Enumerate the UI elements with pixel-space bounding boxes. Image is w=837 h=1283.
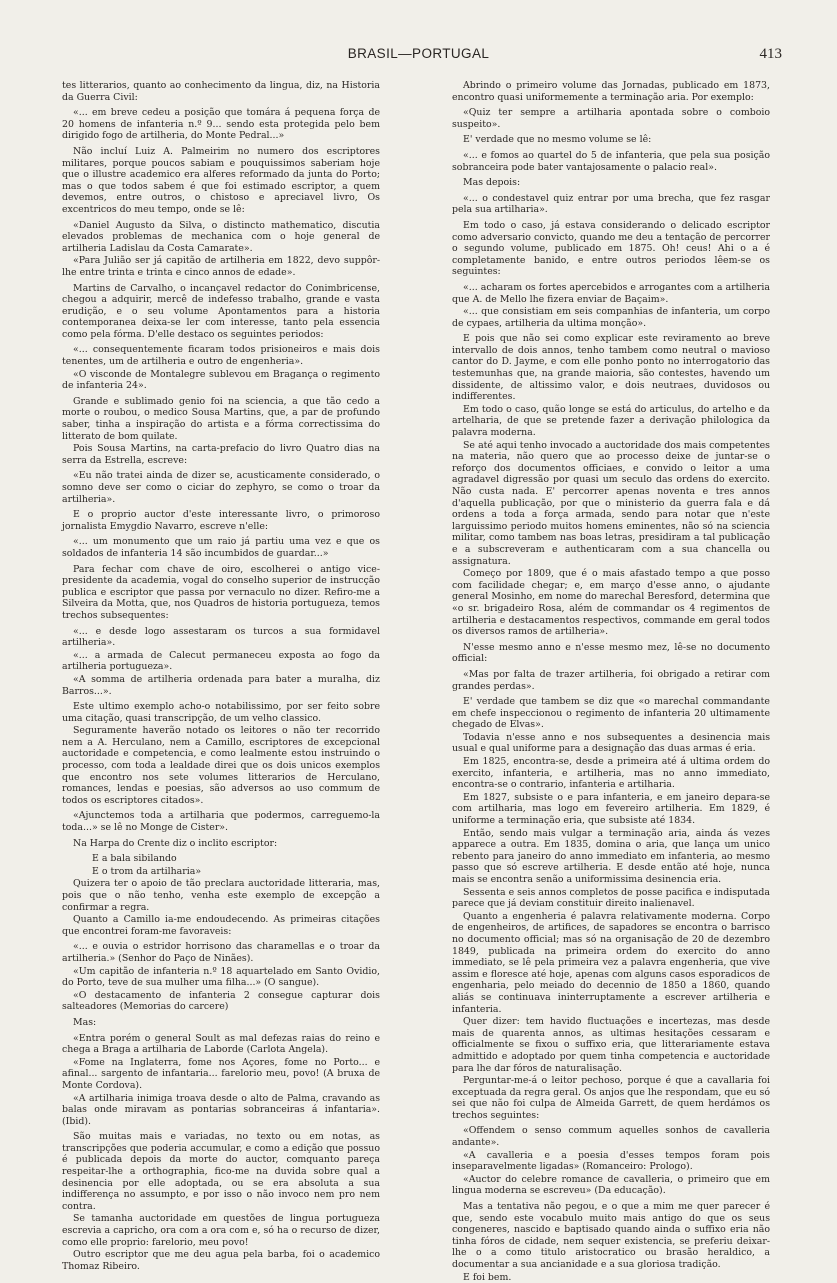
left-column-paragraph: «A somma de artilheria ordenada para bater a muralha, diz Barros...».: [62, 673, 380, 697]
right-column-paragraph: Mas depois:: [463, 177, 521, 189]
left-column-paragraph: Não incluí Luiz A. Palmeirim no numero dos escriptores militares, porque poucos sabiam e pouquissimos saberiam hoje que o illustre academico era alferes reformado da junta do Porto; mas o que todos sabem é que foi estimado escriptor, a quem devemos, entre outros, o chistoso e apreciavel livro, Os excentricos do meu tempo, onde se lê:: [62, 145, 380, 215]
left-column-paragraph: «Um capitão de infanteria n.º 18 aquartelado em Santo Ovidio, do Porto, teve de sua mulher uma filha...» (O sangue).: [62, 965, 380, 989]
left-column-paragraph: «Entra porém o general Soult as mal defezas raias do reino e chega a Braga a artilharia de Laborde (Carlota Angela).: [62, 1032, 380, 1056]
left-column-paragraph: Outro escriptor que me deu agua pela barba, foi o academico Thomaz Ribeiro.: [62, 1249, 380, 1272]
left-column-paragraph: «... a armada de Calecut permaneceu exposta ao fogo da artilheria portugueza».: [62, 649, 380, 673]
right-column-paragraph: Sessenta e seis annos completos de posse pacifica e indisputada parece que já deviam constituir direito inalienavel.: [452, 886, 770, 910]
left-column-paragraph: São muitas mais e variadas, no texto ou em notas, as transcripções que poderia accumular, e como a edição que possuo é publicada depois da morte do auctor, comquanto pareça respeitar-lhe a orthographia, fico-me na duvida sobre qual a desinencia por elle adoptada, ou se era absoluta a sua indifferença no assumpto, e por isso o não invoco nem pro nem contra.: [62, 1131, 380, 1212]
right-column-paragraph: Se até aqui tenho invocado a auctoridade dos mais competentes na materia, não quero que ao processo deixe de juntar-se o reforço dos documentos officiaes, e convido o leitor a uma agradavel digressão por quasi um seculo das ordens do exercito. Não custa nada. E' percorrer apenas noventa e tres annos d'aquella publicação, por que o ministerio da guerra fala e dá ordens a toda a força armada, sendo para notar que n'este larguissimo periodo muitos homens eminentes, não só na sciencia militar, como tambem nas boas letras, presidiram a tal publicação e a subscreveram e authenticaram com a sua chancella ou assignatura.: [452, 439, 770, 567]
right-column-paragraph: E foi bem.: [463, 1271, 512, 1283]
right-column-paragraph: «... o condestavel quiz entrar por uma brecha, que fez rasgar pela sua artilharia».: [452, 192, 770, 216]
left-column-paragraph: Quanto a Camillo ia-me endoudecendo. As primeiras citações que encontrei foram-me favoraveis:: [62, 914, 380, 937]
left-column-paragraph: «Eu não tratei ainda de dizer se, acusticamente considerado, o somno deve ser como o ciciar do zephyro, se como o troar da artilheria».: [62, 470, 380, 505]
left-column-paragraph: «... e ouvia o estridor horrisono das charamellas e o troar da artilheria.» (Senhor do Paço de Ninães).: [62, 941, 380, 964]
right-column-paragraph: «Offendem o senso commum aquelles sonhos de cavalleria andante».: [452, 1125, 770, 1149]
right-column-paragraph: Em todo o caso, já estava considerando o delicado escriptor como adversario convicto, quando me deu a tentação de percorrer o segundo volume, publicado em 1875. Oh! ceus! Ahi o a é completamente banido, e entre outros periodos lêem-se os seguintes:: [452, 219, 770, 278]
right-column-paragraph: Em 1827, subsiste o e para infanteria, e em janeiro depara-se com artilharia, mas logo em fevereiro artilheria. Em 1829, é uniforme a terminação eria, que subsiste até 1834.: [452, 791, 770, 827]
left-column-paragraph: E o proprio auctor d'este interessante livro, o primoroso jornalista Emygdio Navarro, escreve n'elle:: [62, 509, 380, 532]
right-column-paragraph: E' verdade que no mesmo volume se lê:: [463, 134, 652, 146]
left-column-paragraph: «... e desde logo assestaram os turcos a sua formidavel artilheria».: [62, 625, 380, 649]
right-column-paragraph: Começo por 1809, que é o mais afastado tempo a que posso com facilidade chegar; e, em março d'esse anno, o ajudante general Mosinho, em nome do marechal Beresford, determina que «o sr. brigadeiro Rosa, além de commandar os 4 regimentos de artilheria e destacamentos respectivos, commande em geral todos os diversos ramos de artilheria».: [452, 568, 770, 638]
page-number: 413: [759, 46, 782, 62]
left-column-paragraph: «... em breve cedeu a posição que tomára á pequena força de 20 homens de infanteria n.º 9... sendo esta protegida pelo bem dirigido fogo de artilheria, do Monte Pedral...»: [62, 107, 380, 142]
left-column-paragraph: «O destacamento de infanteria 2 consegue capturar dois salteadores (Memorias do carcere): [62, 989, 380, 1013]
right-column-paragraph: Perguntar-me-á o leitor pechoso, porque é que a cavallaria foi exceptuada da regra geral. Os anjos que lhe respondam, que eu só sei que não foi culpa de Almeida Garrett, de quem herdámos os trechos seguintes:: [452, 1075, 770, 1121]
right-column-paragraph: «Auctor do celebre romance de cavalleria, o primeiro que em lingua moderna se escreveu» (Da educação).: [452, 1173, 770, 1197]
page-header: [0, 44, 837, 68]
left-column-paragraph: Na Harpa do Crente diz o inclito escriptor:: [73, 837, 278, 849]
right-column-paragraph: Abrindo o primeiro volume das Jornadas, publicado em 1873, encontro quasi uniformemente a terminação aria. Por exemplo:: [452, 80, 770, 103]
left-column-paragraph: Pois Sousa Martins, na carta-prefacio do livro Quatro dias na serra da Estrella, escreve:: [62, 443, 380, 466]
right-column-paragraph: N'esse mesmo anno e n'esse mesmo mez, lê-se no documento official:: [452, 641, 770, 665]
right-column-paragraph: Quer dizer: tem havido fluctuações e incertezas, mas desde mais de quarenta annos, as ultimas hesitações cessaram e officialmente se fixou o suffixo eria, que litterariamente estava admittido e adoptado por quem tinha competencia e auctoridade para lhe dar fóros de naturalisação.: [452, 1016, 770, 1074]
right-column: [452, 80, 770, 1283]
right-column-paragraph: Em todo o caso, quão longe se está do articulus, do artelho e da artelharia, de que se pretende fazer a derivação philologica da palavra moderna.: [452, 403, 770, 439]
left-column-paragraph: tes litterarios, quanto ao conhecimento da lingua, diz, na Historia da Guerra Civil:: [62, 80, 380, 103]
right-column-paragraph: «... e fomos ao quartel do 5 de infanteria, que pela sua posição sobranceira pode bater vantajosamente o palacio real».: [452, 149, 770, 173]
left-column-paragraph: E a bala sibilando: [92, 853, 177, 865]
left-column-paragraph: Seguramente haverão notado os leitores o não ter recorrido nem a A. Herculano, nem a Camillo, escriptores de excepcional auctoridade e competencia, e como lealmente estou instruindo o processo, com toda a lealdade direi que os dois unicos exemplos que encontro nos sete volumes litterarios de Herculano, romances, lendas e poesias, são adversos ao uso commum de todos os escriptores citados».: [62, 725, 380, 806]
left-column-paragraph: «A artilharia inimiga troava desde o alto de Palma, cravando as balas onde miravam as pontarias sobranceiras á infantaria». (Ibid).: [62, 1092, 380, 1127]
left-column-paragraph: Se tamanha auctoridade em questões de lingua portugueza escrevia a capricho, ora com a ora com e, só ha o recurso de dizer, como elle proprio: farelorio, meu povo!: [62, 1213, 380, 1248]
left-column-paragraph: Para fechar com chave de oiro, escolherei o antigo vice-presidente da academia, vogal do conselho superior de instrucção publica e escriptor que passa por vernaculo no dizer. Refiro-me a Silveira da Motta, que, nos Quadros de historia portugueza, temos trechos subsequentes:: [62, 563, 380, 621]
right-column-paragraph: «Quiz ter sempre a artilharia apontada sobre o comboio suspeito».: [452, 107, 770, 130]
left-column-paragraph: «Fome na Inglaterra, fome nos Açores, fome no Porto... e afinal... sargento de infantaria... farelorio meu, povo! (A bruxa de Monte Cordova).: [62, 1056, 380, 1091]
right-column-paragraph: «A cavalleria e a poesia d'esses tempos foram pois inseparavelmente ligadas» (Romanceiro: Prologo).: [452, 1149, 770, 1173]
right-column-paragraph: «... acharam os fortes apercebidos e arrogantes com a artilheria que A. de Mello lhe fizera enviar de Baçaim».: [452, 281, 770, 305]
running-title: BRASIL—PORTUGAL: [347, 46, 490, 61]
left-column-paragraph: Grande e sublimado genio foi na sciencia, a que tão cedo a morte o roubou, o medico Sousa Martins, que, a par de profundo saber, tinha a inspiração do artista e a fórma correctissima do litterato de bom quilate.: [62, 395, 380, 442]
left-column-paragraph: Martins de Carvalho, o incançavel redactor do Conimbricense, chegou a adquirir, mercê de indefesso trabalho, grande e vasta erudição, e o seu volume Apontamentos para a historia contemporanea deixa-se ler com interesse, tanto pela essencia como pela fórma. D'elle destaco os seguintes periodos:: [62, 282, 380, 340]
right-column-paragraph: «Mas por falta de trazer artilheria, foi obrigado a retirar com grandes perdas».: [452, 668, 770, 692]
left-column-paragraph: «Ajunctemos toda a artilharia que podermos, carreguemo-la toda...» se lê no Monge de Cister».: [62, 810, 380, 834]
right-column-paragraph: Em 1825, encontra-se, desde a primeira até á ultima ordem do exercito, infanteria, e artilheria, mas no anno immediato, encontra-se o contrario, infanteria e artilharia.: [452, 756, 770, 791]
right-column-paragraph: Mas a tentativa não pegou, e o que a mim me quer parecer é que, sendo este vocabulo muito mais antigo do que os seus congeneres, nascido e baptisado quando ainda o suffixo eria não tinha fóros de cidade, nem sequer existencia, se preferiu deixar-lhe o a como titulo aristocratico ou brasão heraldico, a documentar a sua ancianidade e a sua gloriosa tradição.: [452, 1201, 770, 1270]
right-column-paragraph: «... que consistiam em seis companhias de infanteria, um corpo de cypaes, artilheria da ultima monção».: [452, 306, 770, 329]
right-column-paragraph: E pois que não sei como explicar este reviramento ao breve intervallo de dois annos, tenho tambem como neutral o mavioso cantor do D. Jayme, e com elle ponho ponto no interrogatorio das testemunhas que, na grande maioria, são contestes, havendo um dissidente, de altissimo valor, e dois neutraes, duvidosos ou indifferentes.: [452, 333, 770, 403]
left-column-paragraph: Mas:: [73, 1016, 97, 1028]
left-column-paragraph: «O visconde de Montalegre sublevou em Bragança o regimento de infanteria 24».: [62, 368, 380, 392]
left-column-paragraph: «... um monumento que um raio já partiu uma vez e que os soldados de infanteria 14 são incumbidos de guardar...»: [62, 536, 380, 559]
right-column-paragraph: Quanto a engenheria é palavra relativamente moderna. Corpo de engenheiros, de artifices, de sapadores se encontra o barrisco no documento official; mas só na organisação de 20 de dezembro 1849, publicada na primeira ordem do exercito do anno immediato, se lê pela primeira vez a palavra engenheria, que vive assim e floresce até hoje, apenas com alguns casos esporadicos de engenharia, pelo meiado do decennio de 1850 a 1860, quando aliás se continuava ininterruptamente a escrever artilheria e infanteria.: [452, 910, 770, 1015]
left-column-paragraph: «... consequentemente ficaram todos prisioneiros e mais dois tenentes, um de artilheria e outro de engenheria».: [62, 344, 380, 368]
left-column-paragraph: «Daniel Augusto da Silva, o distincto mathematico, discutia elevados problemas de mechanica com o hoje general de artilheria Ladislau da Costa Camarate».: [62, 219, 380, 254]
left-column-paragraph: «Para Julião ser já capitão de artilheria em 1822, devo suppôr-lhe entre trinta e trinta e cinco annos de edade».: [62, 255, 380, 278]
left-column: [62, 80, 380, 1272]
left-column-paragraph: Quizera ter o apoio de tão preclara auctoridade litteraria, mas, pois que o não tenho, venha este exemplo de excepção a confirmar a regra.: [62, 878, 380, 913]
left-column-paragraph: E o trom da artilharia»: [92, 865, 202, 877]
left-column-paragraph: Este ultimo exemplo acho-o notabilissimo, por ser feito sobre uma citação, quasi transcripção, de um velho classico.: [62, 701, 380, 724]
right-column-paragraph: E' verdade que tambem se diz que «o marechal commandante em chefe inspeccionou o regimento de infanteria 20 ultimamente chegado de Elvas».: [452, 696, 770, 731]
right-column-paragraph: Então, sendo mais vulgar a terminação aria, ainda ás vezes apparece a outra. Em 1835, domina o aria, que lança um unico rebento para janeiro do anno immediato em infanteria, ao mesmo passo que só escreve artilheria. E desde então até hoje, nunca mais se encontra senão a uniformissima desinencia eria.: [452, 827, 770, 885]
right-column-paragraph: Todavia n'esse anno e nos subsequentes a desinencia mais usual e qual uniforme para a designação das duas armas é eria.: [452, 731, 770, 755]
